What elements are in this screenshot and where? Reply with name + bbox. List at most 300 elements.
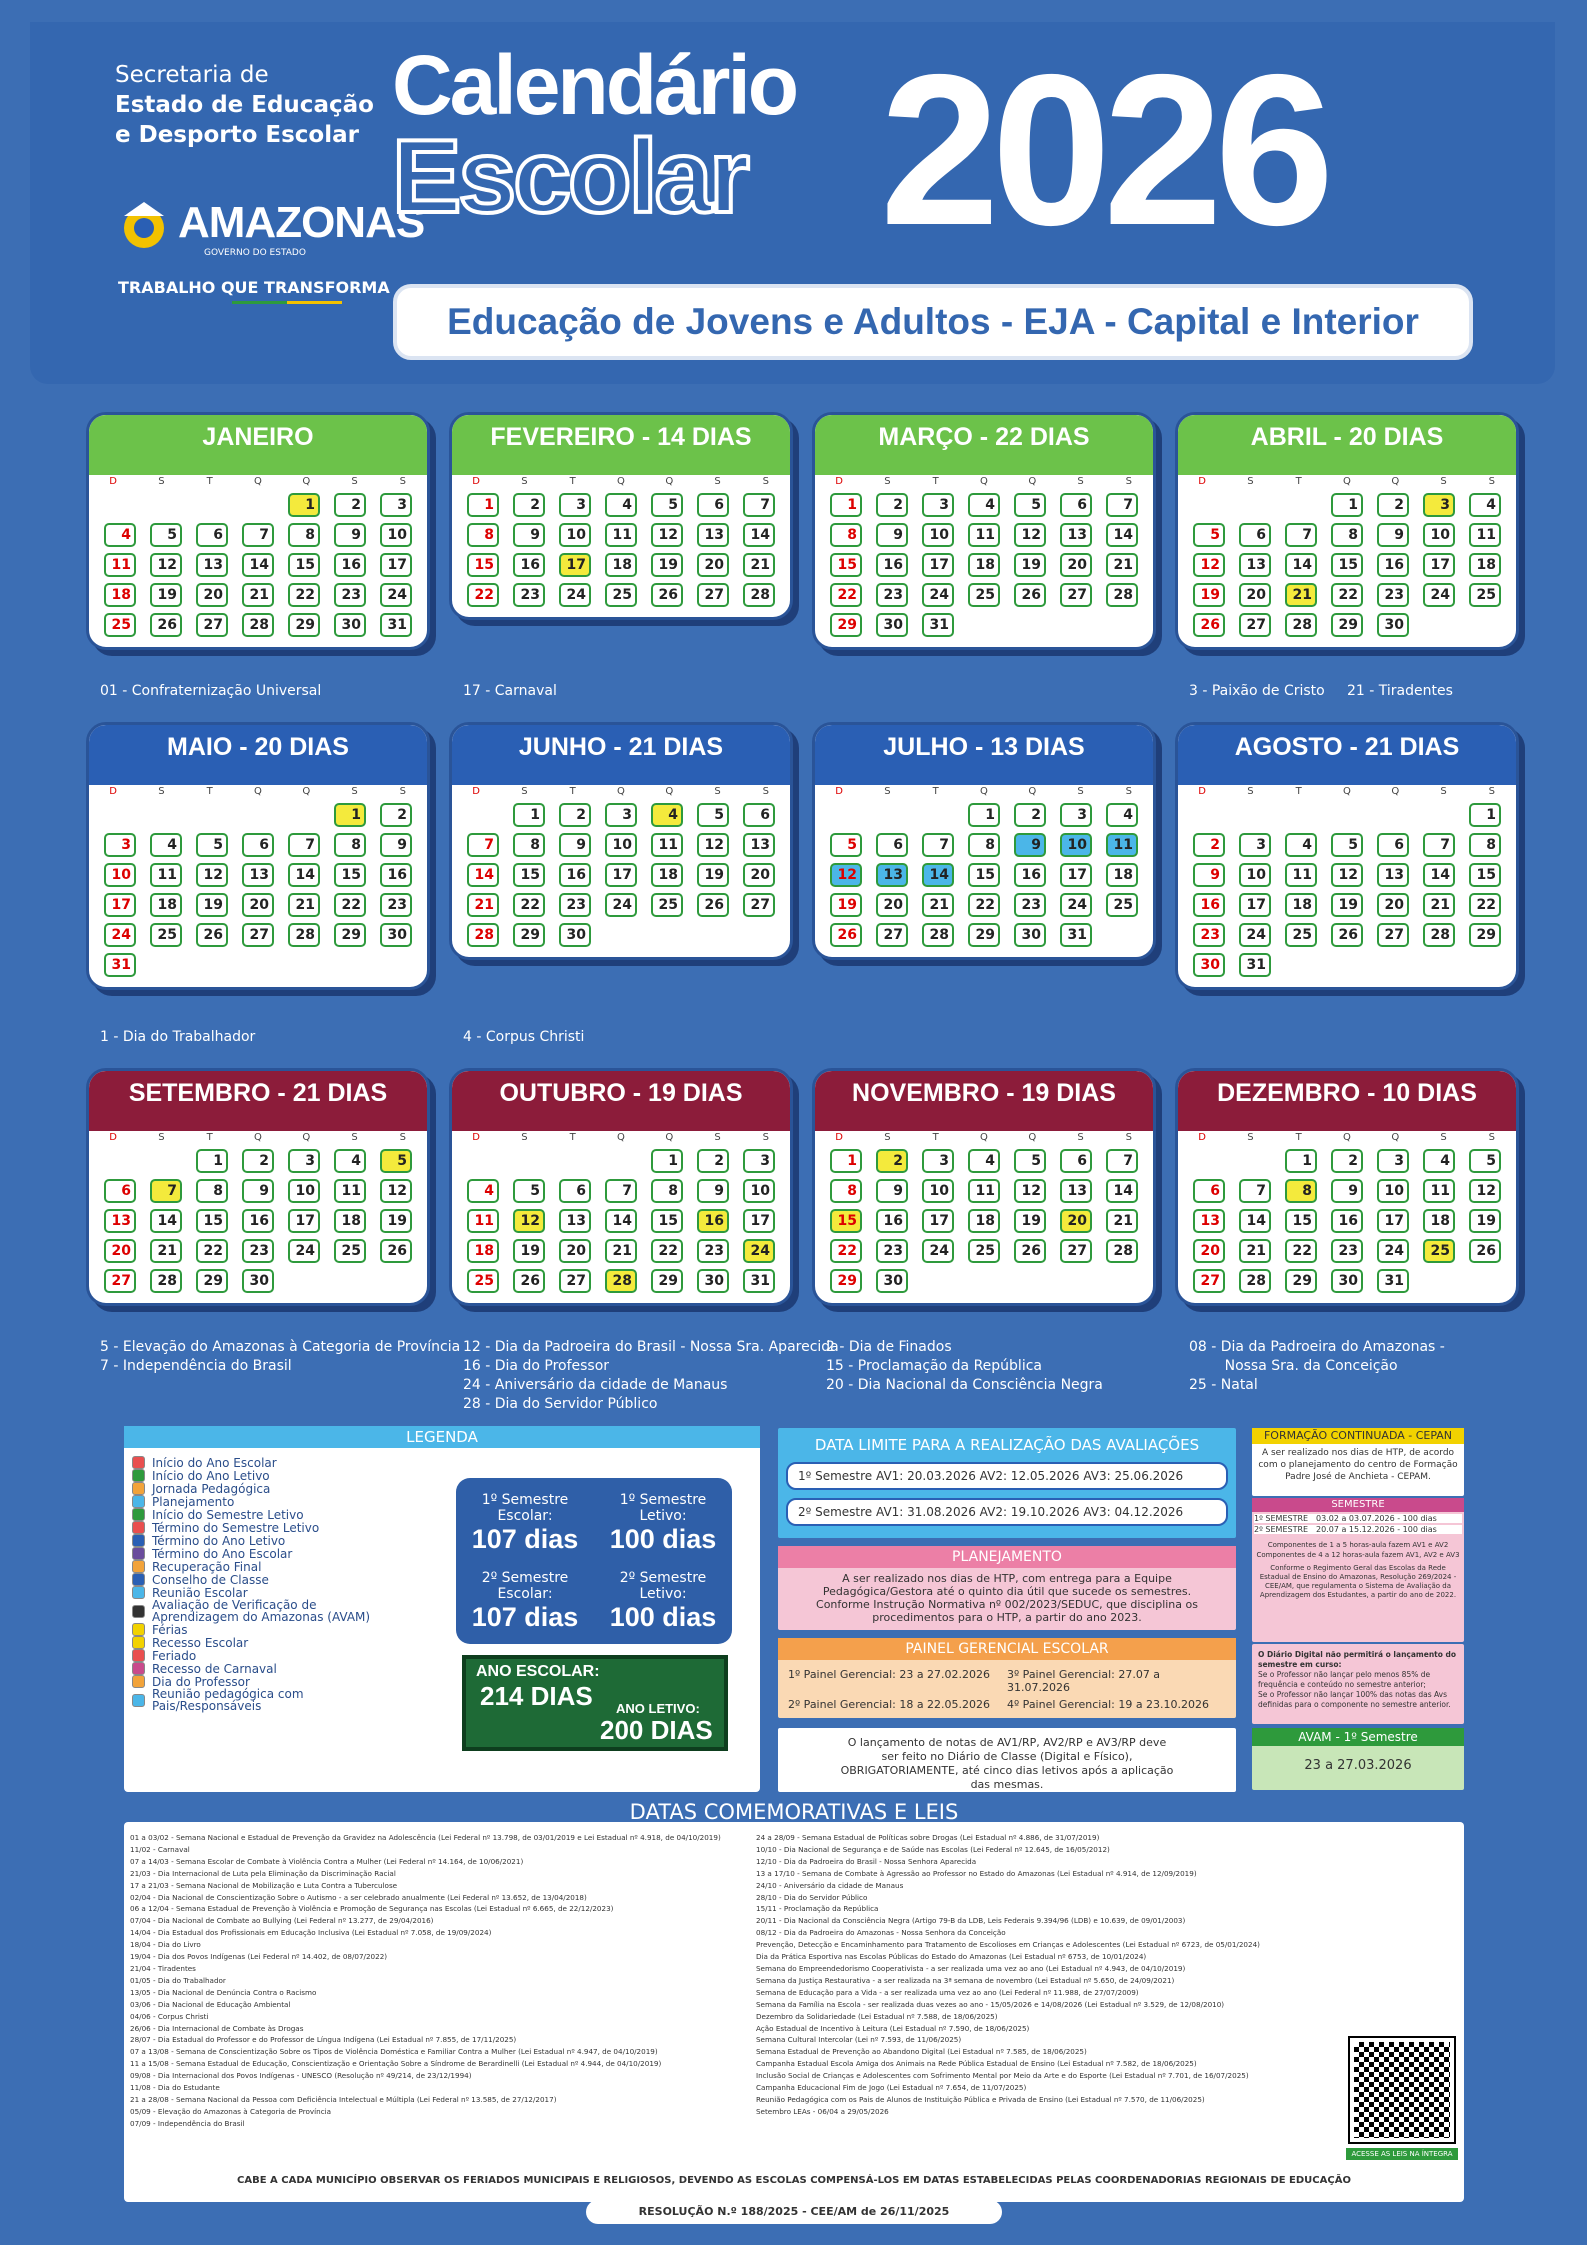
day-cell <box>1053 1209 1099 1233</box>
lei-item: 13 a 17/10 - Semana de Combate à Agressão ao Professor no Estado do Amazonas (Lei Estadual nº 4.914, de 12/09/2019) <box>756 1868 1197 1878</box>
weekday-label: T <box>1295 475 1302 487</box>
day-cell <box>1186 863 1232 887</box>
day-grid <box>89 797 427 987</box>
month-title: ABRIL - 20 DIAS <box>1178 415 1516 459</box>
weekday-label: D <box>109 475 117 487</box>
sem-value: 107 dias <box>471 1602 579 1632</box>
day-cell <box>1099 553 1145 577</box>
weekday-label: T <box>206 1131 213 1143</box>
day-cell <box>961 523 1007 547</box>
day-number: 26 <box>1014 583 1046 607</box>
day-number: 2 <box>513 493 545 517</box>
day-number: 21 <box>288 893 320 917</box>
day-cell <box>327 893 373 917</box>
day-number: 27 <box>1377 923 1409 947</box>
day-cell <box>143 1209 189 1233</box>
day-number: 15 <box>1469 863 1501 887</box>
day-number: 11 <box>334 1179 366 1203</box>
day-number: 7 <box>1239 1179 1271 1203</box>
weekday-label: D <box>835 1131 843 1143</box>
lei-item: 24/10 - Aniversário da cidade de Manaus <box>756 1880 904 1890</box>
month-card <box>449 722 793 960</box>
day-number: 10 <box>605 833 637 857</box>
day-cell <box>915 1149 961 1173</box>
month-holiday-note: 1 - Dia do Trabalhador <box>100 1029 256 1045</box>
day-cell <box>1416 493 1462 517</box>
day-number: 31 <box>380 613 412 637</box>
day-cell <box>1232 1209 1278 1233</box>
day-number: 9 <box>334 523 366 547</box>
day-number: 21 <box>1423 893 1455 917</box>
day-cell <box>1324 583 1370 607</box>
month-divider <box>1178 459 1516 467</box>
month-holiday-note: 12 - Dia da Padroeira do Brasil - Nossa Sra. Aparecida 16 - Dia do Professor 24 - Aniversário da cidade de Manaus 28 - Dia do Servidor Público <box>463 1339 839 1412</box>
day-cell <box>373 803 419 827</box>
day-number: 23 <box>1193 923 1225 947</box>
lei-item: 12/10 - Dia da Padroeira do Brasil - Nossa Senhora Aparecida <box>756 1856 977 1866</box>
weekday-label: S <box>1440 1131 1447 1143</box>
day-cell <box>1186 1179 1232 1203</box>
day-cell <box>1278 1269 1324 1293</box>
day-cell <box>961 1179 1007 1203</box>
day-cell <box>552 553 598 577</box>
day-number: 11 <box>1106 833 1138 857</box>
day-cell <box>1278 583 1324 607</box>
day-number: 17 <box>288 1209 320 1233</box>
day-number: 18 <box>968 1209 1000 1233</box>
legend-label: Feriado <box>152 1648 197 1663</box>
title-escolar: Escolar <box>392 119 747 235</box>
day-number: 9 <box>242 1179 274 1203</box>
empty-cell <box>1324 803 1370 827</box>
day-number: 26 <box>150 613 182 637</box>
lei-item: 21 a 28/08 - Semana Nacional da Pessoa com Deficiência Intelectual e Múltipla (Lei Federal nº 13.585, de 27/12/2017) <box>130 2094 557 2104</box>
day-number: 25 <box>605 583 637 607</box>
day-cell <box>552 523 598 547</box>
day-number: 10 <box>1423 523 1455 547</box>
day-cell <box>1053 1149 1099 1173</box>
lei-item: Campanha Estadual Escola Amiga dos Animais na Rede Pública Estadual de Ensino (Lei Estadual nº 7.582, de 18/06/2025) <box>756 2059 1197 2069</box>
day-number: 12 <box>830 863 862 887</box>
day-cell <box>1416 1209 1462 1233</box>
day-cell <box>1416 523 1462 547</box>
brand-governo: GOVERNO DO ESTADO <box>204 248 306 258</box>
day-number: 26 <box>1331 923 1363 947</box>
day-cell <box>189 833 235 857</box>
board-label: ANO ESCOLAR: <box>476 1663 600 1680</box>
weekday-label: S <box>1077 475 1084 487</box>
day-number: 18 <box>1106 863 1138 887</box>
day-cell <box>961 833 1007 857</box>
day-cell <box>1232 1269 1278 1293</box>
day-number: 20 <box>196 583 228 607</box>
day-cell <box>736 803 782 827</box>
weekday-label: Q <box>302 785 311 797</box>
day-cell <box>869 1179 915 1203</box>
day-number: 18 <box>1423 1209 1455 1233</box>
day-number: 6 <box>1060 493 1092 517</box>
day-cell <box>189 1149 235 1173</box>
day-cell <box>1007 1209 1053 1233</box>
day-cell <box>189 1179 235 1203</box>
day-number: 6 <box>1239 523 1271 547</box>
lei-item: Dezembro da Solidariedade (Lei Estadual nº 7.588, de 18/06/2025) <box>756 2011 998 2021</box>
day-number: 19 <box>651 553 683 577</box>
weekday-label: T <box>1295 1131 1302 1143</box>
day-number: 12 <box>697 833 729 857</box>
day-cell <box>1462 893 1508 917</box>
weekday-label: D <box>472 475 480 487</box>
day-cell <box>869 893 915 917</box>
day-number: 2 <box>876 1149 908 1173</box>
cepan-title: FORMAÇÃO CONTINUADA - CEPAN <box>1252 1428 1464 1444</box>
weekday-label: S <box>521 475 528 487</box>
weekday-label: T <box>569 475 576 487</box>
month-title: AGOSTO - 21 DIAS <box>1178 725 1516 769</box>
legend-label: Início do Ano Escolar <box>152 1455 277 1470</box>
avam-title: AVAM - 1º Semestre <box>1252 1728 1464 1746</box>
day-cell <box>552 583 598 607</box>
day-cell <box>373 583 419 607</box>
day-number: 28 <box>1239 1269 1271 1293</box>
day-cell <box>1007 803 1053 827</box>
semestre-panel <box>1252 1498 1464 1642</box>
day-cell <box>736 523 782 547</box>
day-number: 16 <box>1014 863 1046 887</box>
day-number: 10 <box>743 1179 775 1203</box>
month-holiday-note: 17 - Carnaval <box>463 683 557 699</box>
legend-icon <box>132 1534 145 1547</box>
day-cell <box>1462 803 1508 827</box>
day-number: 14 <box>1239 1209 1271 1233</box>
chalkboard <box>462 1655 728 1751</box>
day-number: 3 <box>743 1149 775 1173</box>
weekday-label: Q <box>1028 785 1037 797</box>
day-number: 15 <box>467 553 499 577</box>
day-cell <box>1232 1179 1278 1203</box>
day-cell <box>736 1209 782 1233</box>
day-number: 26 <box>380 1239 412 1263</box>
day-number: 22 <box>1331 583 1363 607</box>
day-cell <box>460 833 506 857</box>
day-number: 13 <box>1239 553 1271 577</box>
day-cell <box>327 583 373 607</box>
day-cell <box>1324 493 1370 517</box>
day-number: 25 <box>1285 923 1317 947</box>
day-cell <box>281 523 327 547</box>
day-cell <box>1053 523 1099 547</box>
legend-item <box>132 1534 382 1547</box>
diario-text: Se o Professor não lançar pelo menos 85% de frequência e conteúdo no semestre anterior; <box>1258 1670 1431 1689</box>
weekday-row <box>89 1123 427 1143</box>
lei-item: Semana da Família na Escola - ser realizada duas vezes ao ano - 15/05/2026 e 14/08/2026 (Lei Estadual nº 3.529, de 12/08/2010) <box>756 1999 1225 2009</box>
day-number: 6 <box>242 833 274 857</box>
day-number: 10 <box>1060 833 1092 857</box>
day-number: 11 <box>104 553 136 577</box>
legend-title: LEGENDA <box>124 1426 760 1448</box>
resolucao-badge: RESOLUÇÃO N.º 188/2025 - CEE/AM de 26/11/2025 <box>586 2200 1002 2224</box>
day-cell <box>644 553 690 577</box>
day-number: 24 <box>922 1239 954 1263</box>
day-cell <box>1278 863 1324 887</box>
month-divider <box>452 459 790 467</box>
legend-icon <box>132 1636 145 1649</box>
month-holiday-note: 5 - Elevação do Amazonas à Categoria de Província 7 - Independência do Brasil <box>100 1339 461 1374</box>
weekday-label: S <box>884 785 891 797</box>
day-number: 7 <box>743 493 775 517</box>
day-number: 11 <box>1423 1179 1455 1203</box>
day-cell <box>97 1179 143 1203</box>
day-cell <box>1053 893 1099 917</box>
day-number: 30 <box>876 613 908 637</box>
day-cell <box>915 1209 961 1233</box>
day-cell <box>1278 1179 1324 1203</box>
day-number: 29 <box>968 923 1000 947</box>
day-cell <box>690 1179 736 1203</box>
sem-label: 2º Semestre Letivo: <box>619 1570 707 1602</box>
legend-icon <box>132 1495 145 1508</box>
day-cell <box>1232 833 1278 857</box>
day-number: 9 <box>1331 1179 1363 1203</box>
weekday-label: D <box>1198 475 1206 487</box>
weekday-row <box>452 1123 790 1143</box>
day-number: 24 <box>743 1239 775 1263</box>
day-cell <box>1462 493 1508 517</box>
day-cell <box>1278 1239 1324 1263</box>
day-cell <box>736 1269 782 1293</box>
day-number: 16 <box>380 863 412 887</box>
day-cell <box>1186 583 1232 607</box>
month-holiday-note: 3 - Paixão de Cristo 21 - Tiradentes <box>1189 683 1453 699</box>
weekday-label: Q <box>980 1131 988 1143</box>
day-cell <box>373 893 419 917</box>
legend-item <box>132 1573 382 1586</box>
day-number: 16 <box>513 553 545 577</box>
day-cell <box>143 923 189 947</box>
day-number: 19 <box>380 1209 412 1233</box>
month-title: JULHO - 13 DIAS <box>815 725 1153 769</box>
day-grid <box>815 1143 1153 1303</box>
day-number: 30 <box>1193 953 1225 977</box>
day-number: 9 <box>1377 523 1409 547</box>
day-number: 15 <box>1331 553 1363 577</box>
day-number: 12 <box>1331 863 1363 887</box>
day-cell <box>915 493 961 517</box>
day-cell <box>1324 833 1370 857</box>
day-number: 3 <box>1423 493 1455 517</box>
day-cell <box>460 583 506 607</box>
weekday-label: S <box>351 475 358 487</box>
day-cell <box>1278 893 1324 917</box>
day-cell <box>1053 1239 1099 1263</box>
day-number: 30 <box>242 1269 274 1293</box>
legend-label: Início do Ano Letivo <box>152 1468 270 1483</box>
day-number: 20 <box>1377 893 1409 917</box>
day-number: 23 <box>876 1239 908 1263</box>
empty-cell <box>97 1149 143 1173</box>
day-cell <box>235 1269 281 1293</box>
weekday-label: T <box>206 475 213 487</box>
day-cell <box>915 863 961 887</box>
weekday-label: D <box>835 785 843 797</box>
day-number: 25 <box>150 923 182 947</box>
weekday-label: S <box>1247 475 1254 487</box>
day-cell <box>373 923 419 947</box>
day-number: 2 <box>1331 1149 1363 1173</box>
secretaria-line: Estado de Educação <box>115 92 374 118</box>
day-cell <box>823 523 869 547</box>
day-number: 5 <box>1331 833 1363 857</box>
day-number: 22 <box>334 893 366 917</box>
day-cell <box>506 493 552 517</box>
weekday-label: S <box>762 1131 769 1143</box>
day-number: 31 <box>1377 1269 1409 1293</box>
day-number: 21 <box>1106 1209 1138 1233</box>
day-cell <box>1370 523 1416 547</box>
empty-cell <box>1370 803 1416 827</box>
empty-cell <box>143 493 189 517</box>
day-number: 21 <box>743 553 775 577</box>
day-cell <box>235 1209 281 1233</box>
day-cell <box>506 1209 552 1233</box>
day-cell <box>97 613 143 637</box>
legend-label: Recesso de Carnaval <box>152 1661 277 1676</box>
qr-code-icon[interactable] <box>1350 2038 1454 2142</box>
day-number: 17 <box>380 553 412 577</box>
day-cell <box>915 893 961 917</box>
brand-underline <box>232 301 342 304</box>
day-number: 18 <box>334 1209 366 1233</box>
day-number: 22 <box>196 1239 228 1263</box>
day-number: 1 <box>968 803 1000 827</box>
legend-icon <box>132 1675 145 1688</box>
day-number: 23 <box>334 583 366 607</box>
empty-cell <box>1232 1149 1278 1173</box>
day-number: 28 <box>1106 1239 1138 1263</box>
weekday-label: Q <box>1343 475 1351 487</box>
day-number: 26 <box>697 893 729 917</box>
day-number: 7 <box>1106 1149 1138 1173</box>
painel-item: 4º Painel Gerencial: 19 a 23.10.2026 <box>1007 1698 1210 1711</box>
day-number: 20 <box>559 1239 591 1263</box>
secretaria-text <box>115 60 374 150</box>
day-cell <box>1462 1149 1508 1173</box>
month-divider <box>815 1115 1153 1123</box>
empty-cell <box>460 1149 506 1173</box>
day-cell <box>1007 1179 1053 1203</box>
day-number: 30 <box>334 613 366 637</box>
legend-icon <box>132 1694 145 1707</box>
day-cell <box>823 1149 869 1173</box>
weekday-label: S <box>521 1131 528 1143</box>
day-cell <box>281 1149 327 1173</box>
semestre-value: 03.02 a 03.07.2026 - 100 dias <box>1316 1514 1437 1523</box>
day-cell <box>1232 1239 1278 1263</box>
month-divider <box>89 769 427 777</box>
semestre-label: 2º SEMESTRE <box>1254 1525 1309 1534</box>
day-cell <box>373 613 419 637</box>
day-number: 5 <box>150 523 182 547</box>
avaliacoes-s2: 2º Semestre AV1: 31.08.2026 AV2: 19.10.2026 AV3: 04.12.2026 <box>786 1498 1228 1526</box>
day-number: 19 <box>1469 1209 1501 1233</box>
day-cell <box>1324 1179 1370 1203</box>
day-cell <box>1099 523 1145 547</box>
day-cell <box>1186 923 1232 947</box>
day-number: 23 <box>1014 893 1046 917</box>
day-cell <box>373 833 419 857</box>
day-cell <box>644 493 690 517</box>
legend-item <box>132 1508 382 1521</box>
day-grid <box>1178 487 1516 647</box>
day-number: 9 <box>697 1179 729 1203</box>
board-label: ANO LETIVO: <box>616 1701 700 1716</box>
day-number: 24 <box>288 1239 320 1263</box>
day-number: 25 <box>334 1239 366 1263</box>
empty-cell <box>823 803 869 827</box>
day-cell <box>1186 893 1232 917</box>
sem1-escolar <box>456 1492 594 1555</box>
day-number: 6 <box>559 1179 591 1203</box>
day-cell <box>235 1149 281 1173</box>
day-cell <box>1099 833 1145 857</box>
day-cell <box>869 863 915 887</box>
day-number: 13 <box>242 863 274 887</box>
day-cell <box>1370 583 1416 607</box>
title-calendario: Calendário <box>392 38 797 132</box>
day-number: 5 <box>1014 1149 1046 1173</box>
sem1-letivo <box>594 1492 732 1555</box>
day-number: 30 <box>1377 613 1409 637</box>
day-cell <box>235 923 281 947</box>
weekday-label: T <box>569 785 576 797</box>
day-cell <box>1186 523 1232 547</box>
sem2-letivo <box>594 1570 732 1633</box>
day-cell <box>1278 1209 1324 1233</box>
day-number: 1 <box>1469 803 1501 827</box>
day-cell <box>327 1239 373 1263</box>
day-number: 22 <box>513 893 545 917</box>
day-cell <box>690 863 736 887</box>
day-number: 3 <box>288 1149 320 1173</box>
day-number: 8 <box>651 1179 683 1203</box>
day-number: 14 <box>242 553 274 577</box>
weekday-label: S <box>399 1131 406 1143</box>
day-cell <box>506 923 552 947</box>
legend-icon <box>132 1662 145 1675</box>
semestre-info: Componentes de 1 a 5 horas-aula fazem AV1 e AV2 <box>1267 1541 1449 1549</box>
lei-item: 07 a 14/03 - Semana Escolar de Combate à Violência Contra a Mulher (Lei Federal nº 14.164, de 10/06/2021) <box>130 1856 524 1866</box>
month-card <box>812 412 1156 650</box>
day-number: 11 <box>467 1209 499 1233</box>
day-cell <box>823 1239 869 1263</box>
empty-cell <box>1186 493 1232 517</box>
day-number: 16 <box>876 553 908 577</box>
day-number: 8 <box>830 523 862 547</box>
month-card <box>86 412 430 650</box>
day-cell <box>373 493 419 517</box>
day-number: 27 <box>559 1269 591 1293</box>
day-cell <box>690 893 736 917</box>
day-cell <box>97 523 143 547</box>
day-number: 9 <box>513 523 545 547</box>
empty-cell <box>97 493 143 517</box>
weekday-label: Q <box>665 1131 674 1143</box>
day-cell <box>281 1209 327 1233</box>
day-cell <box>1232 553 1278 577</box>
day-cell <box>1462 863 1508 887</box>
day-cell <box>281 1179 327 1203</box>
day-cell <box>736 863 782 887</box>
